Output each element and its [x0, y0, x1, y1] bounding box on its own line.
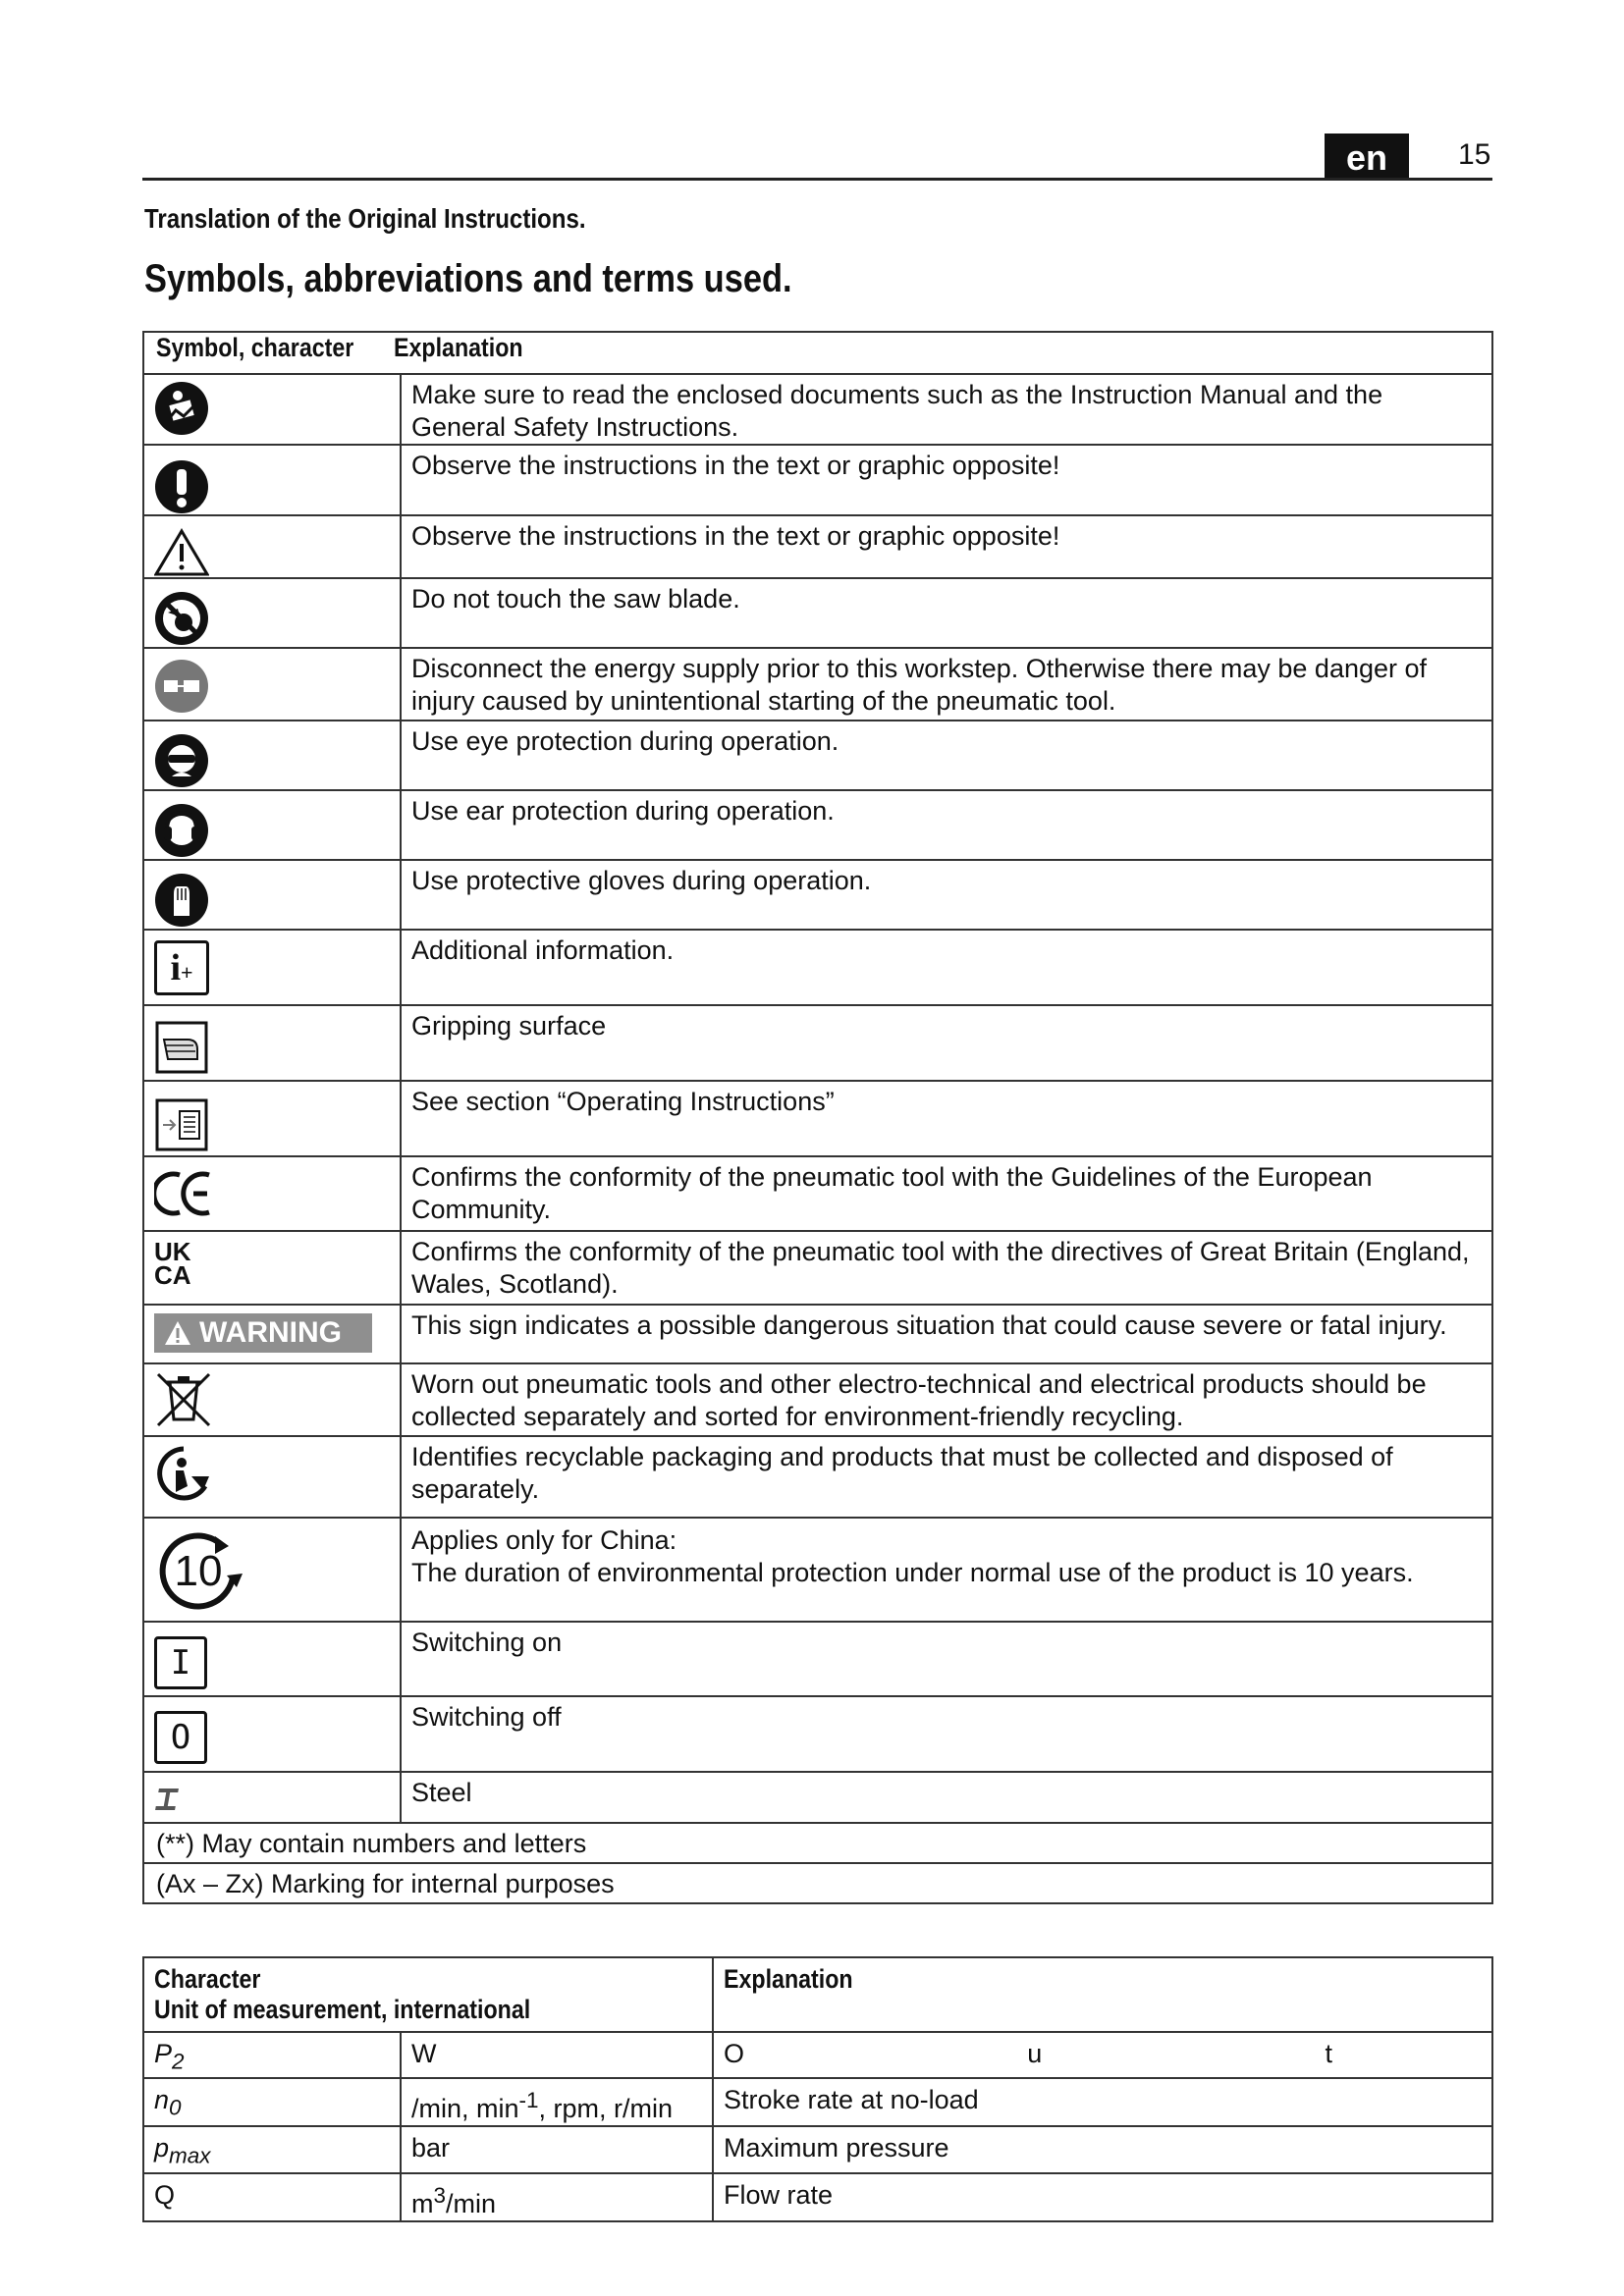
character-symbol: p	[154, 2133, 170, 2163]
gripping-surface-icon	[154, 1020, 209, 1075]
unit-prefix: m	[411, 2188, 434, 2218]
switch-off-icon: O	[154, 1711, 207, 1764]
row-explanation: This sign indicates a possible dangerous situation that could cause severe or fatal injury.	[401, 1305, 1492, 1363]
footnote-text: (Ax – Zx) Marking for internal purposes	[143, 1863, 1492, 1903]
ear-protection-icon	[154, 803, 209, 858]
row-explanation: Observe the instructions in the text or graphic opposite!	[401, 445, 1492, 515]
unit-superscript: 3	[433, 2182, 447, 2208]
see-section-icon	[154, 1097, 209, 1152]
language-badge: en	[1325, 133, 1409, 181]
recycle-packaging-icon	[154, 1443, 215, 1504]
weee-bin-icon	[154, 1368, 213, 1429]
table-row	[143, 1156, 1492, 1231]
row-explanation: See section “Operating Instructions”	[401, 1081, 1492, 1156]
row-explanation: Worn out pneumatic tools and other electro-technical and electrical products should be collected separately and sorted for environment-friendly recycling.	[401, 1363, 1492, 1436]
row-explanation-line2: The duration of environmental protection under normal use of the product is 10 years.	[411, 1558, 1414, 1587]
footnote-row	[143, 1863, 1492, 1903]
switch-on-icon: I	[154, 1636, 207, 1689]
footnote-text: (**) May contain numbers and letters	[143, 1823, 1492, 1863]
explanation-part: O	[724, 2039, 745, 2068]
table-row	[143, 1436, 1492, 1518]
do-not-touch-blade-icon	[154, 591, 209, 646]
header-symbol-character: Symbol, character	[156, 333, 354, 362]
character-subscript: 0	[169, 2095, 182, 2120]
row-explanation: Steel	[401, 1772, 1492, 1823]
explanation-value: Flow rate	[713, 2173, 1492, 2221]
table-row	[143, 1081, 1492, 1156]
row-explanation: Switching on	[401, 1622, 1492, 1696]
explanation-value: Maximum pressure	[713, 2126, 1492, 2172]
unit-value: bar	[401, 2126, 713, 2172]
unit-prefix: /min, min	[411, 2094, 519, 2124]
disconnect-supply-icon	[154, 659, 209, 714]
table-row	[143, 2078, 1492, 2126]
explanation-spread	[724, 2038, 1332, 2070]
table-row	[143, 860, 1492, 930]
china-10-years-icon	[154, 1528, 243, 1617]
table-row	[143, 1622, 1492, 1696]
row-explanation: Do not touch the saw blade.	[401, 578, 1492, 648]
explanation-part: t	[1325, 2039, 1332, 2068]
units-table	[142, 1956, 1493, 2222]
steel-icon	[154, 1783, 188, 1816]
warning-badge	[154, 1313, 372, 1353]
unit-suffix: , rpm, r/min	[538, 2094, 674, 2124]
row-explanation: Confirms the conformity of the pneumatic tool with the Guidelines of the European Community.	[401, 1156, 1492, 1231]
table-row	[143, 515, 1492, 578]
row-explanation: Use ear protection during operation.	[401, 790, 1492, 860]
symbols-table	[142, 331, 1493, 1904]
warning-badge-label: WARNING	[199, 1316, 342, 1349]
unit-value: W	[401, 2032, 713, 2078]
mandatory-exclamation-icon	[154, 459, 209, 514]
table-row	[143, 1305, 1492, 1363]
header-explanation: Explanation	[724, 1964, 853, 1994]
row-explanation: Gripping surface	[401, 1005, 1492, 1081]
table-row	[143, 1363, 1492, 1436]
header-explanation: Explanation	[393, 333, 523, 362]
table-row	[143, 790, 1492, 860]
table-row	[143, 2126, 1492, 2172]
warning-triangle-icon	[154, 528, 209, 577]
row-explanation: Observe the instructions in the text or graphic opposite!	[401, 515, 1492, 578]
page-title: Symbols, abbreviations and terms used.	[144, 257, 792, 300]
table-row	[143, 648, 1492, 721]
read-manual-icon	[154, 381, 209, 436]
warning-triangle-small-icon	[164, 1320, 191, 1346]
row-explanation: Make sure to read the enclosed documents such as the Instruction Manual and the General Safety Instructions.	[401, 374, 1492, 445]
footnote-row	[143, 1823, 1492, 1863]
eye-protection-icon	[154, 733, 209, 788]
table-row	[143, 2032, 1492, 2078]
header-rule	[142, 178, 1492, 181]
page-number: 15	[1458, 138, 1491, 171]
header-character: Character	[154, 1964, 261, 1994]
explanation-part: u	[1027, 2039, 1043, 2068]
explanation-value: Stroke rate at no-load	[713, 2078, 1492, 2126]
table-row	[143, 930, 1492, 1005]
header-unit: Unit of measurement, international	[154, 1995, 531, 2024]
character-symbol: P	[154, 2039, 173, 2068]
row-explanation: Use eye protection during operation.	[401, 721, 1492, 790]
document-subtitle: Translation of the Original Instructions.	[144, 203, 586, 234]
character-symbol: Q	[143, 2173, 401, 2221]
table-row	[143, 1772, 1492, 1823]
row-explanation: Use protective gloves during operation.	[401, 860, 1492, 930]
table-row	[143, 1518, 1492, 1622]
row-explanation: Additional information.	[401, 930, 1492, 1005]
character-subscript: max	[169, 2143, 211, 2168]
table-row	[143, 1231, 1492, 1305]
additional-info-icon: i+	[154, 940, 209, 995]
character-subscript: 2	[172, 2049, 185, 2074]
table-row	[143, 374, 1492, 445]
unit-suffix: /min	[446, 2188, 497, 2218]
table-row	[143, 1005, 1492, 1081]
unit-superscript: -1	[518, 2088, 539, 2113]
row-explanation: Switching off	[401, 1696, 1492, 1772]
character-symbol: n	[154, 2085, 170, 2115]
china-10-label: 10	[174, 1547, 223, 1595]
table-row	[143, 1696, 1492, 1772]
row-explanation: Identifies recyclable packaging and products that must be collected and disposed of separately.	[401, 1436, 1492, 1518]
ukca-mark-icon: UK CA	[154, 1237, 191, 1290]
symbols-table-header	[143, 332, 1492, 374]
table-row	[143, 445, 1492, 515]
units-table-header	[143, 1957, 1492, 2032]
ce-mark-icon	[154, 1169, 213, 1218]
row-explanation: Confirms the conformity of the pneumatic tool with the directives of Great Britain (England, Wales, Scotland).	[401, 1231, 1492, 1305]
row-explanation: Disconnect the energy supply prior to this workstep. Otherwise there may be danger of injury caused by unintentional starting of the pneumatic tool.	[401, 648, 1492, 721]
table-row	[143, 721, 1492, 790]
row-explanation-line1: Applies only for China:	[411, 1525, 677, 1555]
protective-gloves-icon	[154, 873, 209, 928]
table-row	[143, 578, 1492, 648]
table-row	[143, 2173, 1492, 2221]
